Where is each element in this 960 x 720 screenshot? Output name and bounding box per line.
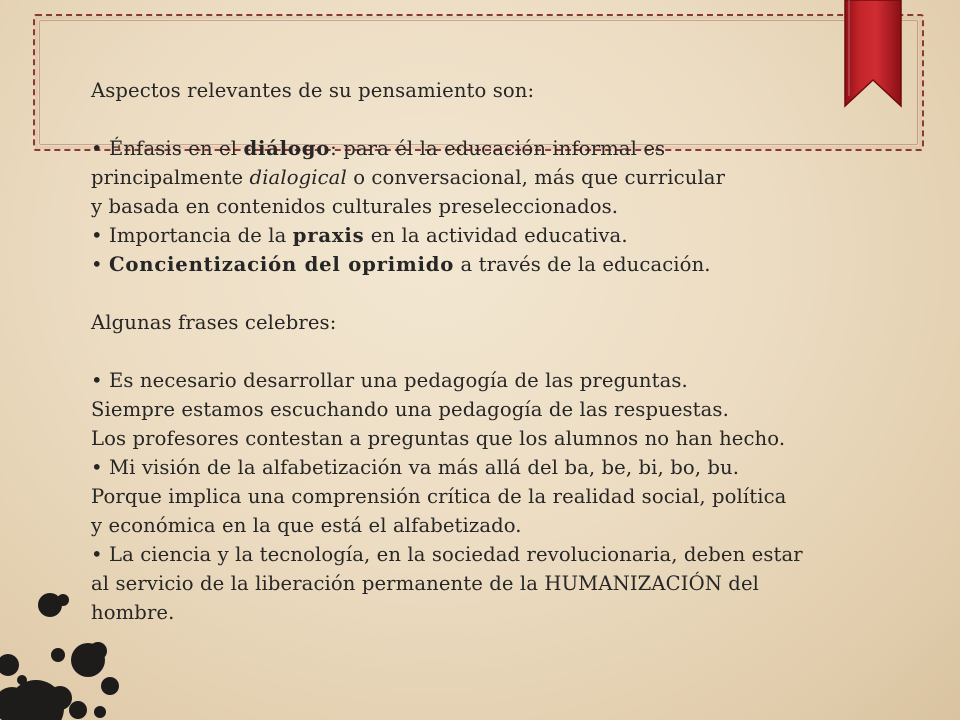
quote-3-line-2: al servicio de la liberación permanente de la HUMANIZACIÓN del	[91, 572, 760, 595]
quote-1-line-3: Los profesores contestan a preguntas que los alumnos no han hecho.	[91, 427, 786, 450]
aspect-item-concientizacion	[91, 250, 891, 279]
aspect-italic-term: dialogical	[249, 166, 347, 189]
aspect-item-dialogo-line3: y basada en contenidos culturales preseleccionados.	[91, 195, 619, 218]
aspect-text: o conversacional, más que curricular	[353, 166, 726, 189]
slide-body	[91, 76, 891, 627]
quote-3-line-1	[91, 540, 891, 569]
aspect-text: a través de la educación.	[460, 253, 711, 276]
quote-2-line-3: y económica en la que está el alfabetizado.	[91, 514, 522, 537]
bullet: •	[91, 224, 103, 247]
quote-3-line-3: hombre.	[91, 601, 175, 624]
quote-2-line-1	[91, 453, 891, 482]
aspect-bold-term: diálogo	[243, 137, 331, 160]
aspect-text: Énfasis en el	[109, 137, 238, 160]
spacer	[91, 279, 891, 308]
quote-text: Es necesario desarrollar una pedagogía de las preguntas.	[109, 369, 688, 392]
bullet: •	[91, 543, 103, 566]
aspect-item-dialogo-line2	[91, 163, 891, 192]
aspect-text: Importancia de la	[109, 224, 287, 247]
quote-2-line-2: Porque implica una comprensión crítica de la realidad social, política	[91, 485, 787, 508]
bullet: •	[91, 369, 103, 392]
aspect-item-dialogo	[91, 134, 891, 163]
spacer	[91, 337, 891, 366]
aspect-item-praxis	[91, 221, 891, 250]
aspect-text: : para él la educación informal es	[330, 137, 666, 160]
aspect-bold-term: Concientización del oprimido	[109, 253, 455, 276]
aspect-text: principalmente	[91, 166, 244, 189]
aspect-text: en la actividad educativa.	[370, 224, 628, 247]
bullet: •	[91, 253, 103, 276]
quotes-heading: Algunas frases celebres:	[91, 311, 337, 334]
aspect-bold-term: praxis	[292, 224, 365, 247]
quote-1-line-1	[91, 366, 891, 395]
bullet: •	[91, 137, 103, 160]
quote-1-line-2: Siempre estamos escuchando una pedagogía de las respuestas.	[91, 398, 729, 421]
quote-text: Mi visión de la alfabetización va más allá del ba, be, bi, bo, bu.	[109, 456, 740, 479]
quote-text: La ciencia y la tecnología, en la sociedad revolucionaria, deben estar	[109, 543, 803, 566]
spacer	[91, 105, 891, 134]
bullet: •	[91, 456, 103, 479]
aspects-heading: Aspectos relevantes de su pensamiento son:	[91, 79, 535, 102]
